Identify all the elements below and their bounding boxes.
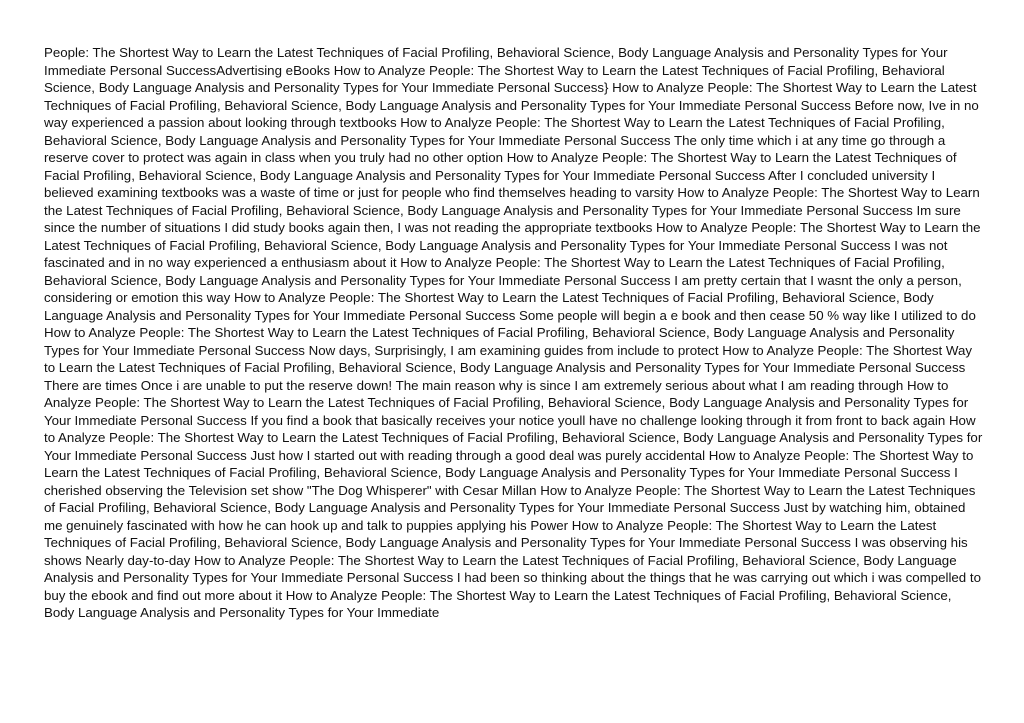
document-page [44, 44, 984, 684]
body-text: People: The Shortest Way to Learn the Latest Techniques of Facial Profiling, Behavioral Science, Body Language Analysis and Personality Types for Your Immediate Personal SuccessAdvertising eBooks How to Analyze People: The Shortest Way to Learn the Latest Techniques of Facial Profiling, Behavioral Science, Body Language Analysis and Personality Types for Your Immediate Personal Success} How to Analyze People: The Shortest Way to Learn the Latest Techniques of Facial Profiling, Behavioral Science, Body Language Analysis and Personality Types for Your Immediate Personal Success Before now, Ive in no way experienced a passion about looking through textbooks How to Analyze People: The Shortest Way to Learn the Latest Techniques of Facial Profiling, Behavioral Science, Body Language Analysis and Personality Types for Your Immediate Personal Success The only time which i at any time go through a reserve cover to protect was again in class when you truly had no other option How to Analyze People: The Shortest Way to Learn the Latest Techniques of Facial Profiling, Behavioral Science, Body Language Analysis and Personality Types for Your Immediate Personal Success After I concluded university I believed examining textbooks was a waste of time or just for people who find themselves heading to varsity How to Analyze People: The Shortest Way to Learn the Latest Techniques of Facial Profiling, Behavioral Science, Body Language Analysis and Personality Types for Your Immediate Personal Success Im sure since the number of situations I did study books again then, I was not reading the appropriate textbooks How to Analyze People: The Shortest Way to Learn the Latest Techniques of Facial Profiling, Behavioral Science, Body Language Analysis and Personality Types for Your Immediate Personal Success I was not fascinated and in no way experienced a enthusiasm about it How to Analyze People: The Shortest Way to Learn the Latest Techniques of Facial Profiling, Behavioral Science, Body Language Analysis and Personality Types for Your Immediate Personal Success I am pretty certain that I wasnt the only a person, considering or emotion this way How to Analyze People: The Shortest Way to Learn the Latest Techniques of Facial Profiling, Behavioral Science, Body Language Analysis and Personality Types for Your Immediate Personal Success Some people will begin a e book and then cease 50 % way like I utilized to do How to Analyze People: The Shortest Way to Learn the Latest Techniques of Facial Profiling, Behavioral Science, Body Language Analysis and Personality Types for Your Immediate Personal Success Now days, Surprisingly, I am examining guides from include to protect How to Analyze People: The Shortest Way to Learn the Latest Techniques of Facial Profiling, Behavioral Science, Body Language Analysis and Personality Types for Your Immediate Personal Success There are times Once i are unable to put the reserve down! The main reason why is since I am extremely serious about what I am reading through How to Analyze People: The Shortest Way to Learn the Latest Techniques of Facial Profiling, Behavioral Science, Body Language Analysis and Personality Types for Your Immediate Personal Success If you find a book that basically receives your notice youll have no challenge looking through it from front to back again How to Analyze People: The Shortest Way to Learn the Latest Techniques of Facial Profiling, Behavioral Science, Body Language Analysis and Personality Types for Your Immediate Personal Success Just how I started out with reading through a good deal was purely accidental How to Analyze People: The Shortest Way to Learn the Latest Techniques of Facial Profiling, Behavioral Science, Body Language Analysis and Personality Types for Your Immediate Personal Success I cherished observing the Television set show "The Dog Whisperer" with Cesar Millan How to Analyze People: The Shortest Way to Learn the Latest Techniques of Facial Profiling, Behavioral Science, Body Language Analysis and Personality Types for Your Immediate Personal Success Just by watching him, obtained me genuinely fascinated with how he can hook up and talk to puppies applying his Power How to Analyze People: The Shortest Way to Learn the Latest Techniques of Facial Profiling, Behavioral Science, Body Language Analysis and Personality Types for Your Immediate Personal Success I was observing his shows Nearly day-to-day How to Analyze People: The Shortest Way to Learn the Latest Techniques of Facial Profiling, Behavioral Science, Body Language Analysis and Personality Types for Your Immediate Personal Success I had been so thinking about the things that he was carrying out which i was compelled to buy the ebook and find out more about it How to Analyze People: The Shortest Way to Learn the Latest Techniques of Facial Profiling, Behavioral Science, Body Language Analysis and Personality Types for Your Immediate [44, 45, 983, 620]
